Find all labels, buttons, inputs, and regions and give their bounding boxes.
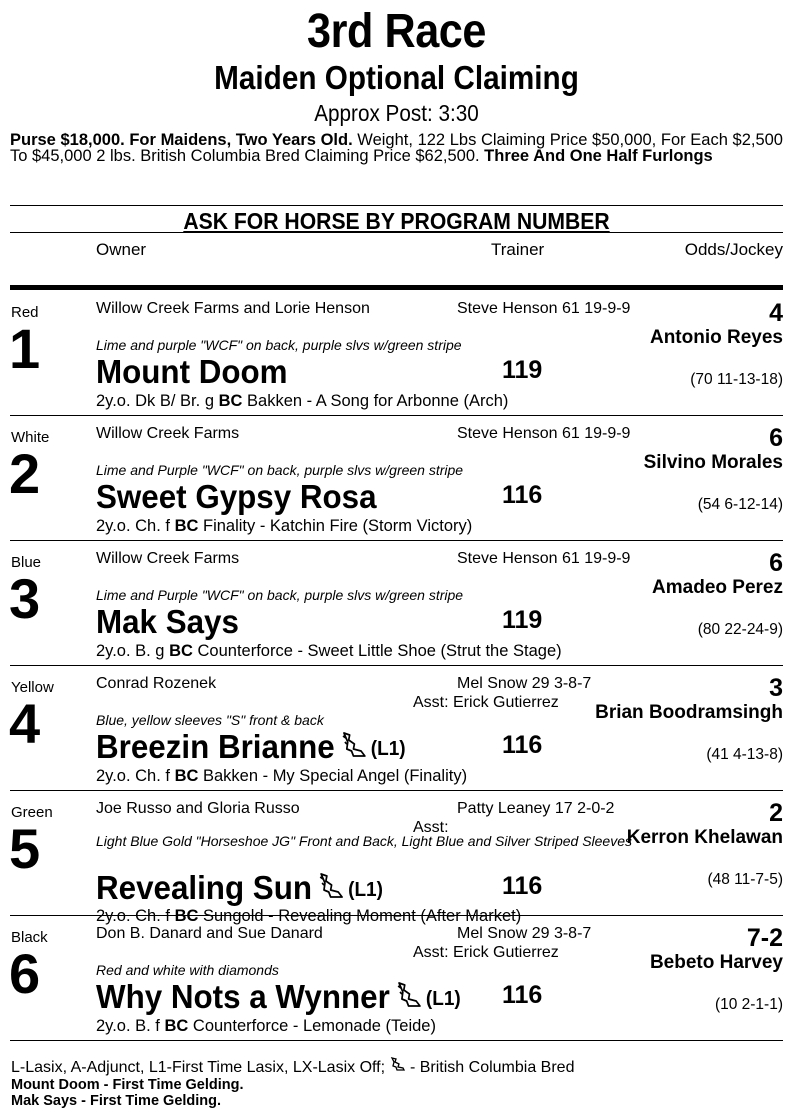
horse-name: Breezin Brianne xyxy=(96,728,335,765)
silks-description: Lime and purple "WCF" on back, purple slvs w/green stripe xyxy=(96,337,462,353)
entry-row xyxy=(0,416,793,541)
breeding-prefix: 2y.o. Ch. f xyxy=(96,907,175,925)
saddlecloth-color: Black xyxy=(11,929,48,946)
program-number: 6 xyxy=(9,942,41,1005)
entry-row xyxy=(0,541,793,666)
entry-divider xyxy=(10,1040,783,1041)
lasix-tag: (L1) xyxy=(425,988,461,1011)
trainer-name: Mel Snow 29 3-8-7 xyxy=(457,925,592,942)
breeding-pedigree: Bakken - A Song for Arbonne (Arch) xyxy=(242,392,509,410)
horse-name: Mak Says xyxy=(96,603,239,640)
program-number: 2 xyxy=(9,442,41,505)
program-number: 5 xyxy=(9,817,41,880)
owner-name: Willow Creek Farms and Lorie Henson xyxy=(96,300,370,317)
breeding-line xyxy=(96,392,508,411)
breeding-bc: BC xyxy=(169,642,193,660)
conditions-body: Weight, 122 Lbs Claiming Price $50,000, For Each $2,500 To $45,000 2 lbs. British Columbia Bred Claiming Price $62,500. xyxy=(10,131,783,165)
owner-name: Joe Russo and Gloria Russo xyxy=(96,800,300,817)
saddlecloth-color: Red xyxy=(11,304,39,321)
breeding-prefix: 2y.o. B. f xyxy=(96,1017,165,1035)
footer-note: Mak Says - First Time Gelding. xyxy=(11,1093,222,1109)
assistant-trainer: Asst: xyxy=(413,819,449,836)
assistant-trainer: Asst: Erick Gutierrez xyxy=(413,694,559,711)
saddlecloth-color: Yellow xyxy=(11,679,54,696)
breeding-prefix: 2y.o. Ch. f xyxy=(96,517,175,535)
silks-description: Light Blue Gold "Horseshoe JG" Front and Back, Light Blue and Silver Striped Sleeves xyxy=(96,833,633,849)
horse-name-line xyxy=(96,978,461,1018)
british-columbia-map-icon xyxy=(396,980,425,1018)
trainer-name: Mel Snow 29 3-8-7 xyxy=(457,675,592,692)
horse-name: Sweet Gypsy Rosa xyxy=(96,478,377,515)
weight: 116 xyxy=(502,481,543,509)
trainer-name: Patty Leaney 17 2-0-2 xyxy=(457,800,615,817)
owner-name: Don B. Danard and Sue Danard xyxy=(96,925,323,942)
saddlecloth-color: White xyxy=(11,429,50,446)
footer xyxy=(11,1056,574,1109)
breeding-line xyxy=(96,1017,436,1036)
lasix-tag: (L1) xyxy=(370,738,406,761)
weight: 116 xyxy=(502,731,543,759)
weight: 116 xyxy=(502,981,543,1009)
divider xyxy=(10,205,783,206)
jockey-name: Brian Boodramsingh xyxy=(595,702,783,723)
breeding-line xyxy=(96,642,562,661)
silks-description: Lime and Purple "WCF" on back, purple slvs w/green stripe xyxy=(96,462,464,478)
breeding-prefix: 2y.o. Dk B/ Br. g xyxy=(96,392,219,410)
horse-name-line xyxy=(96,603,239,641)
breeding-pedigree: Bakken - My Special Angel (Finality) xyxy=(198,767,468,785)
horse-name-line xyxy=(96,728,406,768)
jockey-stats: (41 4-13-8) xyxy=(706,746,783,763)
morning-line-odds: 3 xyxy=(769,674,783,702)
trainer-name: Steve Henson 61 19-9-9 xyxy=(457,550,631,567)
jockey-name: Silvino Morales xyxy=(643,452,783,473)
jockey-stats: (80 22-24-9) xyxy=(697,621,783,638)
jockey-name: Antonio Reyes xyxy=(649,327,783,348)
jockey-stats: (10 2-1-1) xyxy=(714,996,783,1013)
weight: 119 xyxy=(502,606,543,634)
morning-line-odds: 6 xyxy=(769,549,783,577)
jockey-stats: (48 11-7-5) xyxy=(707,871,783,888)
footer-legend xyxy=(11,1056,574,1077)
breeding-line xyxy=(96,767,467,786)
entry-row xyxy=(0,291,793,416)
silks-description: Lime and Purple "WCF" on back, purple slvs w/green stripe xyxy=(96,587,464,603)
divider xyxy=(10,232,783,233)
weight: 116 xyxy=(502,872,543,900)
breeding-bc: BC xyxy=(174,517,199,535)
jockey-name: Kerron Khelawan xyxy=(626,827,783,848)
program-number: 3 xyxy=(9,567,41,630)
ask-banner: ASK FOR HORSE BY PROGRAM NUMBER xyxy=(183,208,610,234)
col-header-odds-jockey: Odds/Jockey xyxy=(684,240,783,259)
breeding-line xyxy=(96,517,472,536)
lasix-tag: (L1) xyxy=(348,879,383,902)
breeding-bc: BC xyxy=(218,392,243,410)
footer-note: Mount Doom - First Time Gelding. xyxy=(11,1077,244,1093)
morning-line-odds: 7-2 xyxy=(746,924,783,952)
breeding-prefix: 2y.o. Ch. f xyxy=(96,767,175,785)
entry-row xyxy=(0,916,793,1041)
british-columbia-map-icon xyxy=(318,871,347,909)
entry-row xyxy=(0,666,793,791)
breeding-pedigree: Counterforce - Sweet Little Shoe (Strut the Stage) xyxy=(192,642,562,660)
morning-line-odds: 4 xyxy=(769,299,783,327)
trainer-name: Steve Henson 61 19-9-9 xyxy=(457,300,631,317)
morning-line-odds: 2 xyxy=(769,799,783,827)
breeding-bc: BC xyxy=(174,907,199,925)
race-type: Maiden Optional Claiming xyxy=(214,59,579,96)
program-number: 4 xyxy=(9,692,41,755)
program-number: 1 xyxy=(9,317,41,380)
jockey-stats: (54 6-12-14) xyxy=(697,496,783,513)
owner-name: Conrad Rozenek xyxy=(96,675,217,692)
horse-name: Revealing Sun xyxy=(96,869,313,906)
owner-name: Willow Creek Farms xyxy=(96,550,240,567)
horse-name-line xyxy=(96,869,383,909)
legend-text-b: - British Columbia Bred xyxy=(405,1059,575,1076)
british-columbia-map-icon xyxy=(340,730,368,768)
trainer-name: Steve Henson 61 19-9-9 xyxy=(457,425,631,442)
post-time: Approx Post: 3:30 xyxy=(314,100,479,126)
col-header-trainer: Trainer xyxy=(491,240,545,259)
saddlecloth-color: Blue xyxy=(11,554,42,571)
conditions-intro: Purse $18,000. For Maidens, Two Years Old. xyxy=(10,131,353,149)
assistant-trainer: Asst: Erick Gutierrez xyxy=(413,944,559,961)
weight: 119 xyxy=(502,356,543,384)
jockey-name: Bebeto Harvey xyxy=(649,952,783,973)
breeding-bc: BC xyxy=(174,767,199,785)
jockey-name: Amadeo Perez xyxy=(652,577,783,598)
silks-description: Blue, yellow sleeves "S" front & back xyxy=(96,712,324,728)
header-rule xyxy=(10,285,783,290)
silks-description: Red and white with diamonds xyxy=(96,962,279,978)
race-program-page xyxy=(0,5,793,1115)
breeding-prefix: 2y.o. B. g xyxy=(96,642,170,660)
morning-line-odds: 6 xyxy=(769,424,783,452)
horse-name-line xyxy=(96,478,377,516)
saddlecloth-color: Green xyxy=(11,804,53,821)
breeding-pedigree: Counterforce - Lemonade (Teide) xyxy=(188,1017,436,1035)
breeding-bc: BC xyxy=(164,1017,189,1035)
owner-name: Willow Creek Farms xyxy=(96,425,240,442)
british-columbia-map-icon xyxy=(390,1059,406,1076)
horse-name: Mount Doom xyxy=(96,353,288,390)
breeding-pedigree: Finality - Katchin Fire (Storm Victory) xyxy=(198,517,473,535)
col-header-owner: Owner xyxy=(96,240,147,259)
horse-name: Why Nots a Wynner xyxy=(96,978,390,1015)
conditions-distance: Three And One Half Furlongs xyxy=(484,147,713,165)
horse-name-line xyxy=(96,353,288,391)
jockey-stats: (70 11-13-18) xyxy=(690,371,783,388)
legend-text-a: L-Lasix, A-Adjunct, L1-First Time Lasix, LX-Lasix Off; xyxy=(11,1059,390,1076)
race-conditions xyxy=(10,132,783,164)
breeding-pedigree: Sungold - Revealing Moment (After Market) xyxy=(198,907,522,925)
race-title: 3rd Race xyxy=(307,5,486,58)
entry-row xyxy=(0,791,793,925)
